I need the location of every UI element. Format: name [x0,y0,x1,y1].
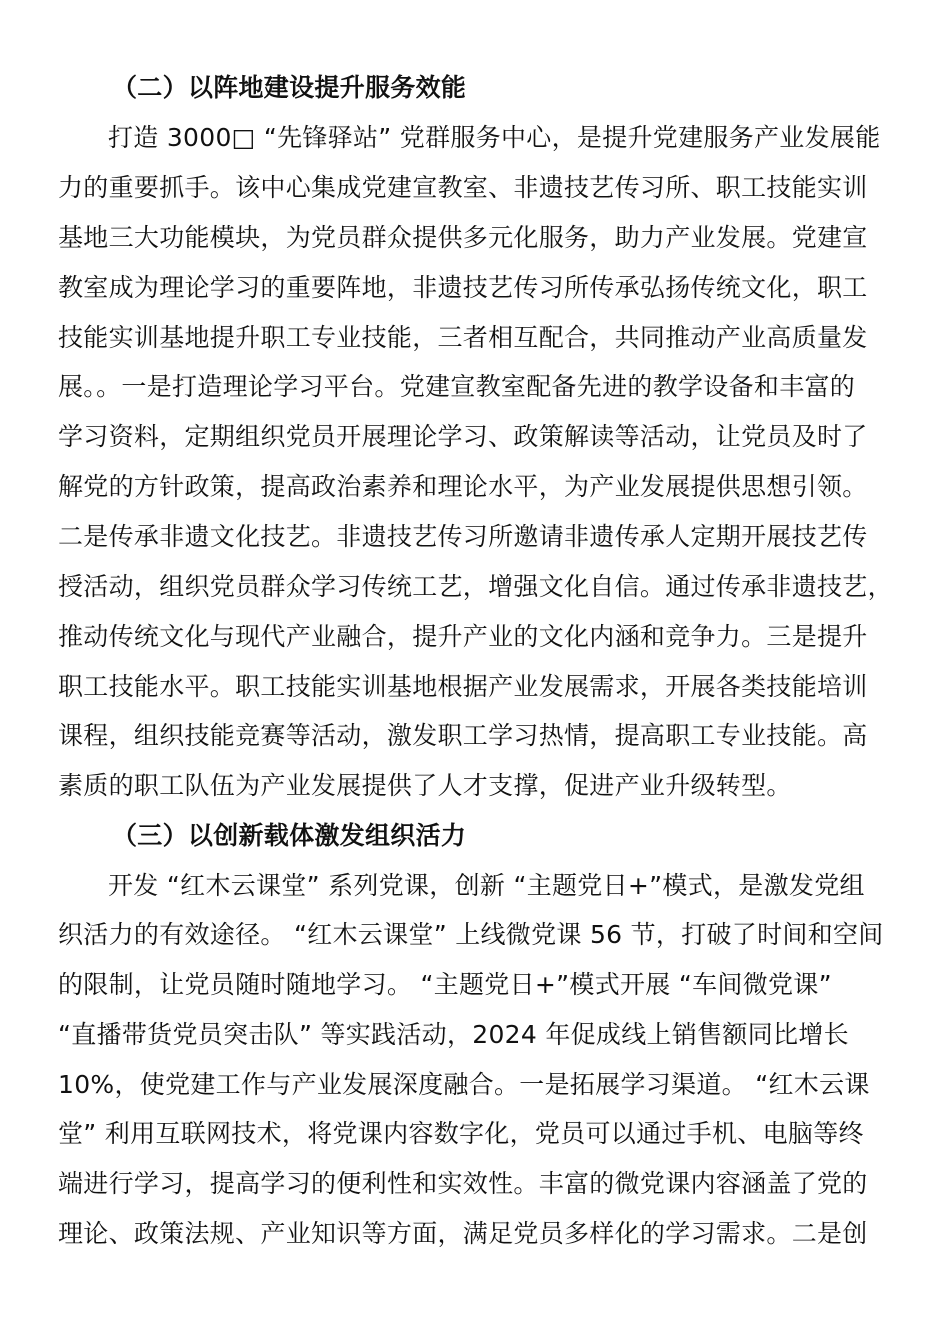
paragraph-line: 推动传统文化与现代产业融合，提升产业的文化内涵和竞争力。三是提升 [58,622,868,651]
paragraph-line: 学习资料，定期组织党员开展理论学习、政策解读等活动，让党员及时了 [58,422,868,451]
paragraph-line: “直播带货党员突击队” 等实践活动，2024 年促成线上销售额同比增长 [58,1020,849,1049]
paragraph-line: 基地三大功能模块，为党员群众提供多元化服务，助力产业发展。党建宣 [58,223,868,252]
paragraph-line: 织活力的有效途径。 “红木云课堂” 上线微党课 56 节，打破了时间和空间 [58,920,884,949]
paragraph-line: 素质的职工队伍为产业发展提供了人才支撑，促进产业升级转型。 [58,771,792,800]
paragraph-line: 展。。一是打造理论学习平台。党建宣教室配备先进的教学设备和丰富的 [58,372,856,401]
paragraph-line: 课程，组织技能竞赛等活动，激发职工学习热情，提高职工专业技能。高 [58,721,868,750]
paragraph-line: 二是传承非遗文化技艺。非遗技艺传习所邀请非遗传承人定期开展技艺传 [58,522,868,551]
paragraph-line: 堂” 利用互联网技术，将党课内容数字化，党员可以通过手机、电脑等终 [58,1119,864,1148]
paragraph-line: 教室成为理论学习的重要阵地，非遗技艺传习所传承弘扬传统文化，职工 [58,273,868,302]
paragraph-line: 10%，使党建工作与产业发展深度融合。一是拓展学习渠道。 “红木云课 [58,1070,870,1099]
paragraph-line: 技能实训基地提升职工专业技能，三者相互配合，共同推动产业高质量发 [58,323,868,352]
paragraph-line: 的限制，让党员随时随地学习。 “主题党日+”模式开展 “车间微党课” [58,970,832,999]
paragraph-line: 打造 3000□ “先锋驿站” 党群服务中心，是提升党建服务产业发展能 [108,123,881,152]
paragraph-line: 解党的方针政策，提高政治素养和理论水平，为产业发展提供思想引领。 [58,472,868,501]
paragraph-line: 力的重要抓手。该中心集成党建宣教室、非遗技艺传习所、职工技能实训 [58,173,868,202]
paragraph-line: 开发 “红木云课堂” 系列党课，创新 “主题党日+”模式，是激发党组 [108,871,865,900]
paragraph-line: 端进行学习，提高学习的便利性和实效性。丰富的微党课内容涵盖了党的 [58,1169,868,1198]
section-heading: （三）以创新载体激发组织活力 [112,821,467,850]
section-heading: （二）以阵地建设提升服务效能 [112,73,467,102]
paragraph-line: 理论、政策法规、产业知识等方面，满足党员多样化的学习需求。二是创 [58,1219,868,1248]
paragraph-line: 授活动，组织党员群众学习传统工艺，增强文化自信。通过传承非遗技艺， [58,572,893,601]
paragraph-line: 职工技能水平。职工技能实训基地根据产业发展需求，开展各类技能培训 [58,672,868,701]
